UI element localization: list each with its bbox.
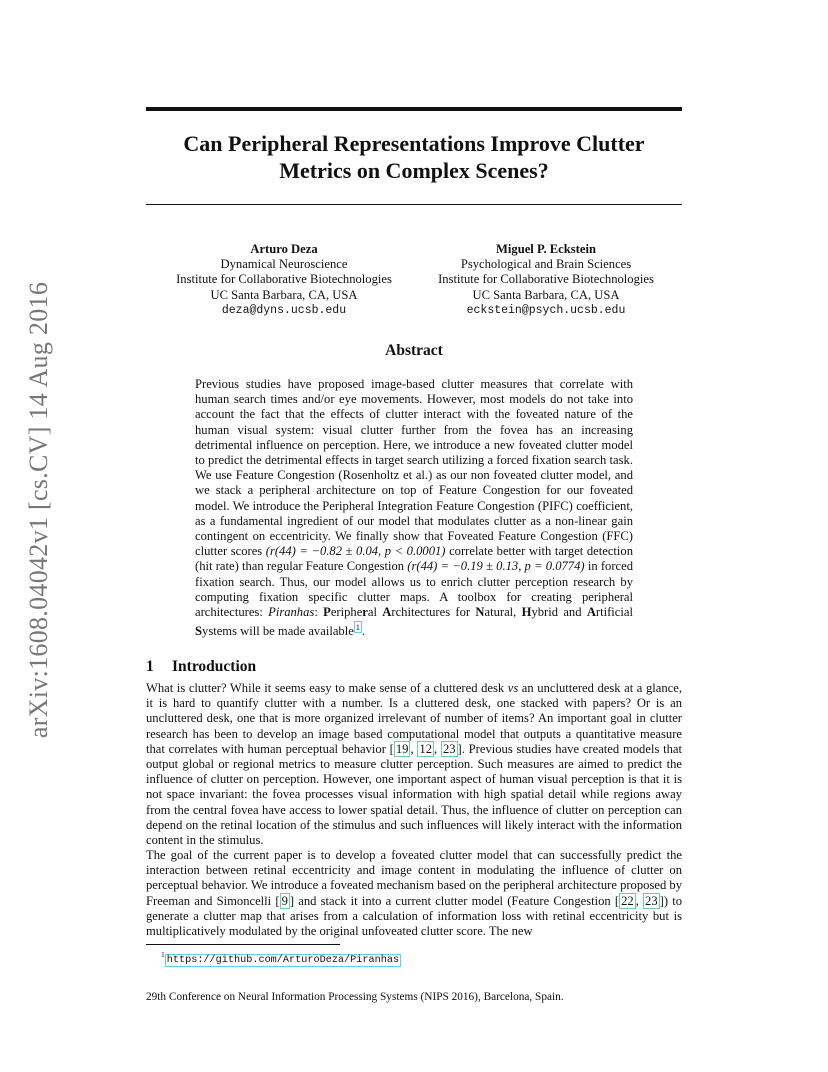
text-run: ]) to generate a clutter map that arises from a calculation of information loss with retinal eccentricity but is multiplicatively modulated by the original unfoveated clutter score. The new <box>146 893 683 939</box>
acronym-letter: S <box>195 624 203 639</box>
acronym-rest: atural, <box>484 605 522 620</box>
text-run: ]. Previous studies have created models that output global or regional metrics to measure clutter perception. Such measures are aimed to predict the influence of clutter on perception. However, one important aspect of human visual perception is that it is not space invariant: the fovea processes visual information with high spatial detail while regions away from the central fovea have access to lower spatial detail. Thus, the influence of clutter on perception can depend on the retinal location of the stimulus and such influences will likely interact with the information content in the stimulus. <box>146 741 683 848</box>
author-department: Dynamical Neuroscience <box>220 257 348 272</box>
author-email[interactable]: eckstein@psych.ucsb.edu <box>466 303 626 317</box>
text-run-italic: vs <box>507 681 519 695</box>
author-location: UC Santa Barbara, CA, USA <box>210 287 358 302</box>
citation-link[interactable]: 23 <box>442 741 456 756</box>
author-location: UC Santa Barbara, CA, USA <box>472 287 620 302</box>
acronym-rest: al <box>367 605 383 620</box>
abstract-part: : <box>314 605 324 620</box>
text-run: The goal of the current paper is to develop a foveated clutter model that can successfully predict the interaction between retinal eccentricity and image content in modulating the influence of clutter on perceptual behavior. We introduce a foveated mechanism based on the peripheral architecture proposed by Freeman and Simoncelli [ <box>146 848 682 908</box>
arxiv-identifier: arXiv:1608.04042v1 [cs.CV] 14 Aug 2016 <box>24 281 53 739</box>
abstract-part: Previous studies have proposed image-based clutter measures that correlate with human search times and/or eye movements. However, most models do not take into account the fact that the effects of clutter interact with the foveated nature of the human visual system: visual clutter further from the fovea has an increasing detrimental influence on perception. Here, we introduce a new foveated clutter model to predict the detrimental effects in target search utilizing a forced fixation search task. We use Feature Congestion (Rosenholtz et al.) as our non foveated clutter model, and we stack a peripheral architecture on top of Feature Congestion for our foveated model. We introduce the Peripheral Integration Feature Congestion (PIFC) coefficient, as a fundamental ingredient of our model that modulates clutter as a non-linear gain contingent on eccentricity. We finally show that Foveated Feature Congestion (FFC) clutter scores <box>195 377 633 559</box>
author-block-2 <box>406 242 686 318</box>
acronym-letter: r <box>362 605 368 620</box>
abstract-end: . <box>362 624 366 639</box>
section-heading-introduction <box>146 658 256 676</box>
citation-link[interactable]: 22 <box>621 893 634 908</box>
author-department: Psychological and Brain Sciences <box>460 257 632 272</box>
author-name: Arturo Deza <box>250 242 318 256</box>
abstract-heading: Abstract <box>385 342 443 359</box>
author-name: Miguel P. Eckstein <box>496 242 596 256</box>
citation-link[interactable]: 9 <box>281 893 288 908</box>
acronym-letter: H <box>521 605 532 620</box>
paper-title: Can Peripheral Representations Improve Clutter Metrics on Complex Scenes? <box>183 131 645 183</box>
footnote <box>161 950 401 966</box>
abstract-math: (r(44) = −0.19 ± 0.13, p = 0.0774) <box>407 559 585 574</box>
author-email[interactable]: deza@dyns.ucsb.edu <box>221 303 347 317</box>
acronym-letter: A <box>382 605 392 620</box>
author-institute: Institute for Collaborative Biotechnologies <box>176 272 392 287</box>
acronym-rest: ybrid and <box>531 605 587 620</box>
intro-paragraph-1: What is clutter? While it seems easy to make sense of a cluttered desk vs an uncluttered desk at a glance, it is hard to quantify clutter with a number. Is a cluttered desk, one stacked with papers? Or is an uncluttered desk, one that is more organized irrelevant of number of items? An important goal in clutter research has been to develop an image based computational model that outputs a quantitative measure that correlates with human perceptual behavior [ 19 , 12 , 23 ]. Previous studies have created models that output global or regional metrics to measure clutter perception. Such measures are aimed to predict the influence of clutter on perception. However, one important aspect of human visual perception is that it is not space invariant: the fovea processes visual information with high spatial detail while regions away from the central fovea have access to lower spatial detail. Thus, the influence of clutter on perception can depend on the retinal location of the stimulus and such influences will likely interact with the information content in the stimulus. <box>146 681 683 848</box>
author-institute: Institute for Collaborative Biotechnologies <box>438 272 654 287</box>
intro-paragraph-2: The goal of the current paper is to develop a foveated clutter model that can successfully predict the interaction between retinal eccentricity and image content in modulating the influence of clutter on perceptual behavior. We introduce a foveated mechanism based on the peripheral architecture proposed by Freeman and Simoncelli [ 9 ] and stack it into a current clutter model (Feature Congestion [ 22 , 23 ]) to generate a clutter map that arises from a calculation of information loss with retinal eccentricity but is multiplicatively modulated by the original unfoveated clutter score. The new <box>146 848 683 939</box>
title-rule-top <box>146 107 682 111</box>
acronym-letter: A <box>586 605 596 620</box>
footnote-link[interactable]: 1 <box>355 622 361 633</box>
author-block-1 <box>144 242 424 318</box>
citation-link[interactable]: 12 <box>419 741 432 756</box>
citation-link[interactable]: 19 <box>395 741 409 756</box>
acronym-rest: rchitectures for <box>391 605 476 620</box>
acronym-rest: eriphe <box>330 605 363 620</box>
arxiv-sidebar <box>22 275 56 745</box>
toolbox-name: Piranhas <box>268 605 315 620</box>
acronym-rest: rtificial <box>595 605 633 620</box>
acronym-letter: P <box>323 605 331 620</box>
section-title: Introduction <box>172 658 257 675</box>
footnote-url-link[interactable]: https://github.com/ArturoDeza/Piranhas <box>166 954 400 966</box>
text-run: ] and stack it into a current clutter model (Feature Congestion [ <box>289 893 620 908</box>
acronym-letter: N <box>475 605 485 620</box>
footnote-rule <box>146 944 340 945</box>
abstract-part: in forced fixation search. Thus, our model allows us to enrich clutter perception research by computing fixation specific clutter maps. A toolbox for creating peripheral architectures: <box>195 559 633 620</box>
abstract-text <box>195 377 633 640</box>
abstract-part: correlate better with target detection (hit rate) than regular Feature Congestion <box>195 544 634 574</box>
conference-footer: 29th Conference on Neural Information Processing Systems (NIPS 2016), Barcelona, Spain. <box>146 991 564 1003</box>
text-run: What is clutter? While it seems easy to make sense of a cluttered desk <box>146 681 508 695</box>
title-rule-bottom <box>146 204 682 205</box>
footnote-number: 1 <box>161 950 165 959</box>
text-run: an uncluttered desk at a glance, it is hard to quantify clutter with a number. Is a cluttered desk, one stacked with papers? Or is an uncluttered desk, one that is more organized irrelevant of number of items? An important goal in clutter research has been to develop an image based computational model that outputs a quantitative measure that correlates with human perceptual behavior [ <box>146 681 682 756</box>
section-number: 1 <box>146 658 154 675</box>
abstract-math: (r(44) = −0.82 ± 0.04, p < 0.0001) <box>265 544 446 559</box>
citation-link[interactable]: 23 <box>645 893 658 908</box>
acronym-rest: ystems will be made available <box>202 624 354 639</box>
